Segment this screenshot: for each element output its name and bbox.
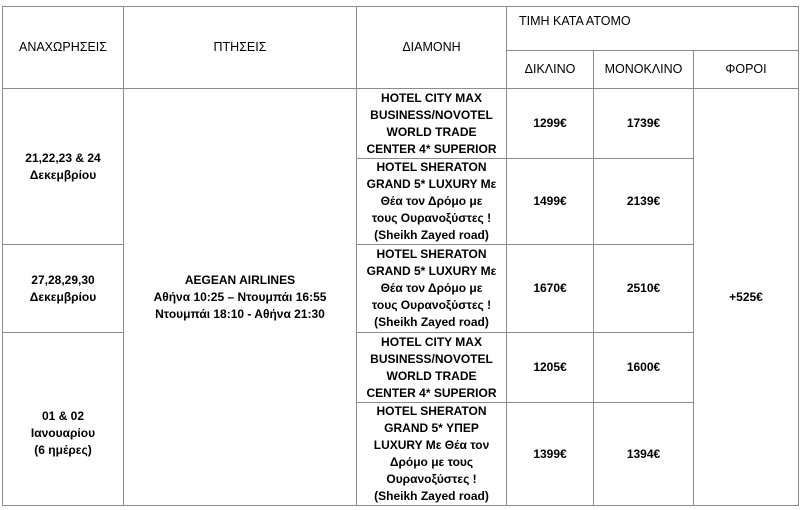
header-price-per-person: ΤΙΜΗ ΚΑΤΑ ΑΤΟΜΟ — [507, 7, 799, 51]
departure-dates: 27,28,29,30 — [31, 272, 95, 287]
hotel-line: GRAND 5* LUXURY Με — [366, 177, 497, 191]
price-double: 1499€ — [507, 159, 594, 245]
hotel-line: WORLD TRADE — [386, 124, 477, 139]
hotel-line: Δρόμο με τους — [389, 455, 474, 469]
price-double: 1399€ — [507, 403, 594, 506]
price-single: 2510€ — [594, 245, 694, 333]
price-double: 1299€ — [507, 89, 594, 159]
header-single: ΜΟΝΟΚΛΙΝΟ — [594, 51, 694, 89]
hotel-line: (Sheikh Zayed road) — [374, 228, 489, 242]
hotel-line: BUSINESS/NOVOTEL — [370, 107, 493, 122]
hotel-line: (Sheikh Zayed road) — [374, 489, 489, 503]
hotel-cell — [357, 159, 507, 245]
hotel-line: WORLD TRADE — [386, 368, 477, 383]
hotel-line: τους Ουρανοξύστες ! — [371, 298, 492, 312]
hotel-line: GRAND 5* ΥΠΕΡ — [384, 421, 479, 435]
departure-month: Ιανουαρίου — [30, 425, 96, 440]
departure-cell — [3, 333, 124, 506]
airline-name: AEGEAN AIRLINES — [184, 272, 296, 287]
price-double: 1670€ — [507, 245, 594, 333]
hotel-line: CENTER 4* SUPERIOR — [366, 385, 497, 400]
hotel-line: (Sheikh Zayed road) — [374, 315, 489, 329]
header-double: ΔΙΚΛΙΝΟ — [507, 51, 594, 89]
hotel-line: BUSINESS/NOVOTEL — [370, 351, 493, 366]
price-table — [2, 6, 799, 506]
hotel-line: τους Ουρανοξύστες ! — [371, 211, 492, 225]
hotel-line: HOTEL SHERATON — [376, 404, 487, 418]
departure-month: Δεκεμβρίου — [29, 289, 97, 304]
hotel-cell — [357, 89, 507, 159]
price-single: 2139€ — [594, 159, 694, 245]
price-single: 1739€ — [594, 89, 694, 159]
header-taxes: ΦΟΡΟΙ — [694, 51, 799, 89]
hotel-line: HOTEL SHERATON — [376, 160, 487, 174]
return-flight: Ντουμπάι 18:10 - Αθήνα 21:30 — [155, 306, 325, 321]
hotel-line: HOTEL CITY MAX — [381, 334, 482, 349]
hotel-line: CENTER 4* SUPERIOR — [366, 141, 497, 156]
price-double: 1205€ — [507, 333, 594, 403]
departure-dates: 01 & 02 — [41, 408, 85, 423]
price-single: 1600€ — [594, 333, 694, 403]
header-departures: ΑΝΑΧΩΡΗΣΕΙΣ — [3, 7, 124, 89]
header-flights: ΠΤΗΣΕΙΣ — [124, 7, 357, 89]
departure-cell — [3, 89, 124, 245]
header-stay: ΔΙΑΜΟΝΗ — [357, 7, 507, 89]
departure-cell — [3, 245, 124, 333]
hotel-line: GRAND 5* LUXURY Με — [366, 264, 497, 278]
hotel-line: LUXURY Με Θέα τον — [373, 438, 490, 452]
hotel-line: HOTEL CITY MAX — [381, 90, 482, 105]
hotel-cell — [357, 333, 507, 403]
hotel-line: Θέα τον Δρόμο με — [380, 281, 483, 295]
departure-dates: 21,22,23 & 24 — [25, 150, 101, 165]
departure-duration: (6 ημέρες) — [34, 442, 92, 457]
price-single: 1394€ — [594, 403, 694, 506]
hotel-line: HOTEL SHERATON — [376, 247, 487, 261]
hotel-cell — [357, 403, 507, 506]
hotel-cell — [357, 245, 507, 333]
hotel-line: Ουρανοξύστες ! — [386, 472, 477, 486]
departure-month: Δεκεμβρίου — [29, 167, 97, 182]
flight-cell — [124, 89, 357, 506]
hotel-line: Θέα τον Δρόμο με — [380, 194, 483, 208]
taxes-value: +525€ — [694, 89, 799, 506]
outbound-flight: Αθήνα 10:25 – Ντουμπάι 16:55 — [153, 289, 327, 304]
